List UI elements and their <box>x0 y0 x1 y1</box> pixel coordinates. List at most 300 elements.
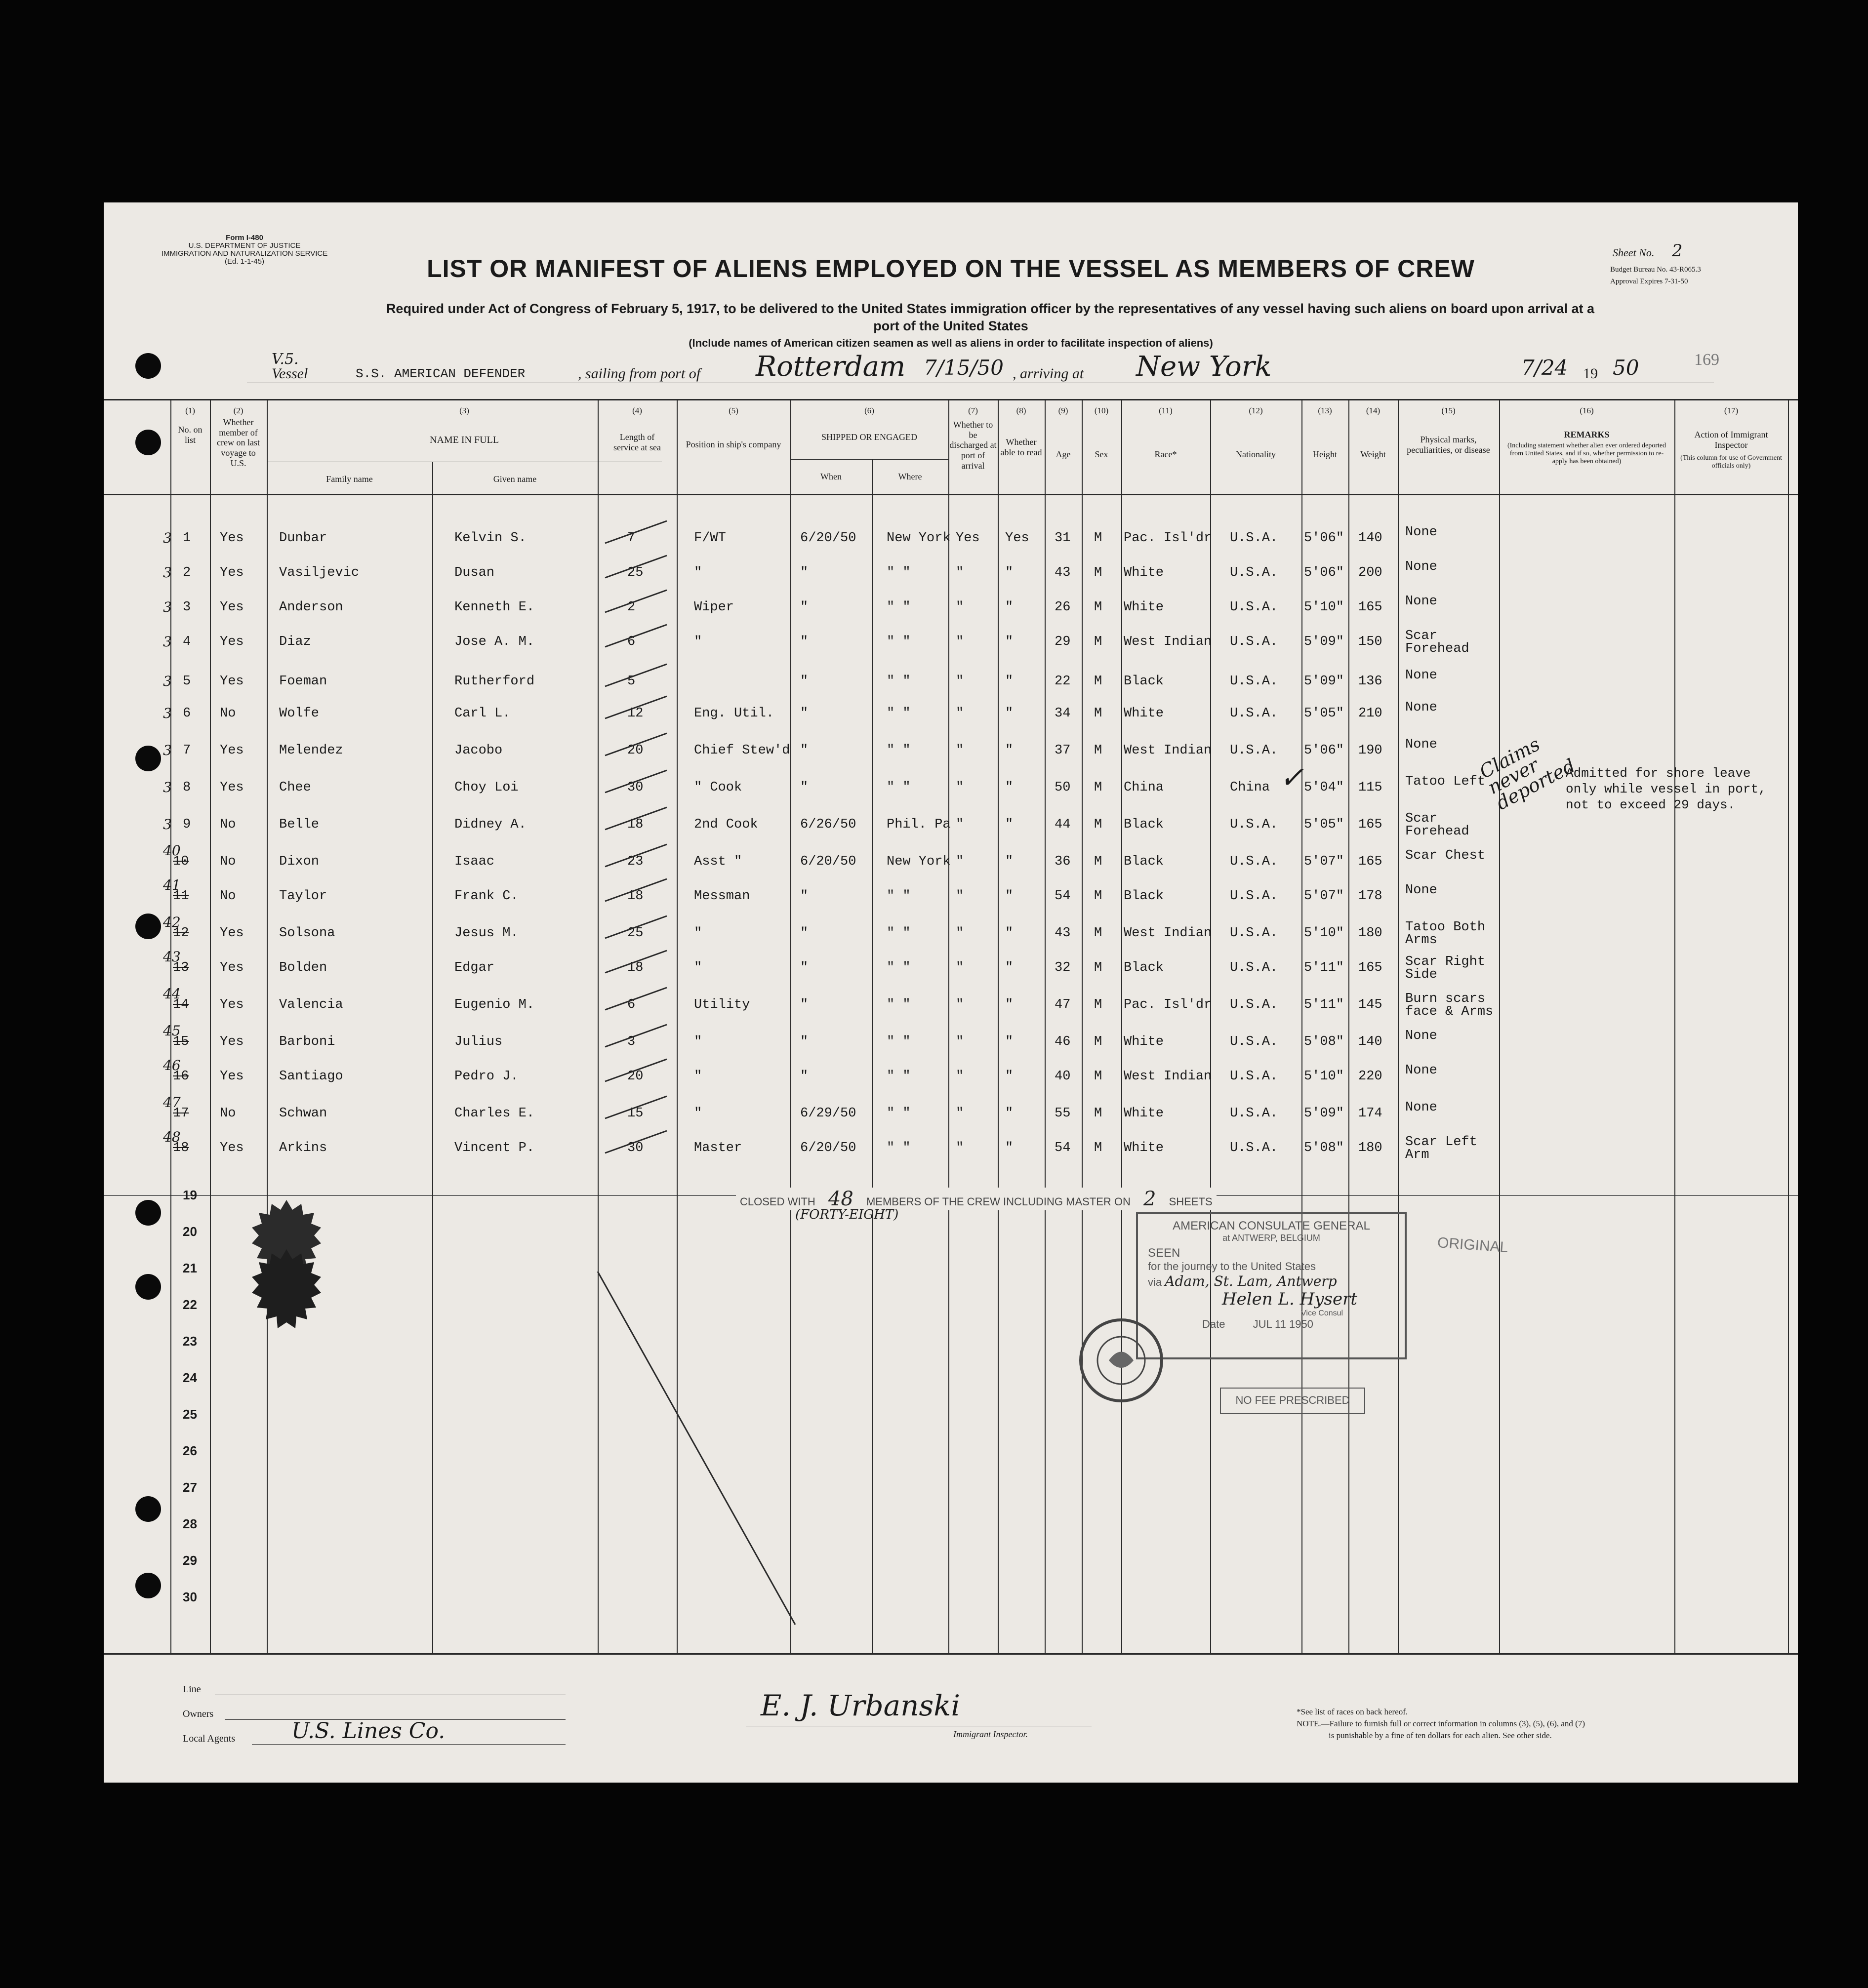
age: 47 <box>1055 997 1071 1012</box>
given-name: Julius <box>454 1034 503 1049</box>
footer-line-label: Line <box>183 1684 201 1695</box>
weight: 140 <box>1358 1034 1382 1049</box>
race: Black <box>1124 854 1164 869</box>
weight: 180 <box>1358 1141 1382 1155</box>
nationality: U.S.A. <box>1230 1106 1278 1121</box>
sex: M <box>1094 600 1102 615</box>
row-number: 2 <box>183 565 191 580</box>
weight: 165 <box>1358 854 1382 869</box>
family-name: Melendez <box>279 743 343 758</box>
hand-row-number: 46 <box>163 1057 181 1074</box>
given-name: Vincent P. <box>454 1141 535 1155</box>
shipped-when: " <box>800 743 809 758</box>
consulate-via-hand: Adam, St. Lam, Antwerp <box>1165 1273 1337 1289</box>
discharged: " <box>956 926 964 941</box>
sex: M <box>1094 635 1102 649</box>
row-number: 4 <box>183 635 191 649</box>
shipped-when: " <box>800 565 809 580</box>
page-number-stamp: 169 <box>1694 351 1719 369</box>
vessel-label: Vessel <box>272 365 308 382</box>
family-name: Santiago <box>279 1069 343 1084</box>
age: 44 <box>1055 817 1071 832</box>
discharged: " <box>956 1069 964 1084</box>
consulate-seen: SEEN <box>1148 1246 1180 1260</box>
crew-last-voyage: No <box>220 817 236 832</box>
able-to-read: " <box>1005 743 1014 758</box>
sailing-label: , sailing from port of <box>578 365 701 382</box>
nationality: U.S.A. <box>1230 997 1278 1012</box>
hand-row-number: 43 <box>163 949 181 965</box>
crew-last-voyage: No <box>220 1106 236 1121</box>
position: " <box>694 1034 702 1049</box>
physical-marks: None <box>1405 525 1437 540</box>
height: 5'05" <box>1304 706 1344 721</box>
col4-num: (4) <box>632 406 642 415</box>
shipped-where: " " <box>887 1034 911 1049</box>
hand-row-number: 42 <box>163 914 181 930</box>
race: Black <box>1124 960 1164 975</box>
closed-with-label: CLOSED WITH <box>740 1195 815 1208</box>
family-name: Belle <box>279 817 320 832</box>
crew-last-voyage: No <box>220 706 236 721</box>
shipped-when: 6/26/50 <box>800 817 856 832</box>
sex: M <box>1094 997 1102 1012</box>
consulate-date-label: Date <box>1202 1318 1225 1330</box>
physical-marks: None <box>1405 1100 1437 1115</box>
nationality: U.S.A. <box>1230 1141 1278 1155</box>
service-length: 18 <box>627 960 644 975</box>
position: " <box>694 1106 702 1121</box>
footer-notes <box>1297 1706 1585 1742</box>
nationality: U.S.A. <box>1230 600 1278 615</box>
local-agents-hand: U.S. Lines Co. <box>291 1718 446 1744</box>
discharged: " <box>956 674 964 689</box>
sailing-port: Rotterdam <box>756 351 906 383</box>
col14-label: Weight <box>1360 449 1386 459</box>
arrival-date: 7/24 <box>1521 356 1568 380</box>
empty-row-number: 19 <box>183 1188 197 1202</box>
col15-label: Physical marks, peculiarities, or disease <box>1407 435 1490 455</box>
position: Chief Stew'd <box>694 743 790 758</box>
service-length: 6 <box>627 635 636 649</box>
members-label: MEMBERS OF THE CREW INCLUDING MASTER ON <box>866 1195 1131 1208</box>
sex: M <box>1094 926 1102 941</box>
weight: 180 <box>1358 926 1382 941</box>
given-name: Edgar <box>454 960 495 975</box>
height: 5'08" <box>1304 1034 1344 1049</box>
age: 22 <box>1055 674 1071 689</box>
arrival-port: New York <box>1136 351 1272 383</box>
physical-marks: None <box>1405 594 1437 609</box>
diagonal-cancel-line <box>598 1272 795 1625</box>
consulate-stamp <box>1136 1212 1407 1359</box>
race: Black <box>1124 674 1164 689</box>
row-number: 13 <box>173 960 189 975</box>
able-to-read: " <box>1005 1141 1014 1155</box>
shipped-where: " " <box>887 960 911 975</box>
sex: M <box>1094 780 1102 795</box>
shipped-where: New York <box>887 854 951 869</box>
service-length: 12 <box>627 706 644 721</box>
col7-num: (7) <box>968 406 978 415</box>
family-name: Dixon <box>279 854 320 869</box>
shipped-when: " <box>800 1034 809 1049</box>
position: Eng. Util. <box>694 706 774 721</box>
row-number: 12 <box>173 926 189 941</box>
physical-marks: Tatoo Both Arms <box>1405 920 1486 948</box>
check-mark-icon: ✓ <box>1279 760 1304 795</box>
manifest-sheet <box>104 202 1798 1783</box>
family-name: Valencia <box>279 997 343 1012</box>
physical-marks: Scar Right Side <box>1405 954 1486 982</box>
subtitle-line-3: (Include names of American citizen seamen as well as aliens in order to facilitate inspection of aliens) <box>689 337 1213 349</box>
nationality: U.S.A. <box>1230 565 1278 580</box>
physical-marks: None <box>1405 1029 1437 1043</box>
height: 5'11" <box>1304 997 1344 1012</box>
crew-last-voyage: Yes <box>220 780 244 795</box>
crew-last-voyage: Yes <box>220 674 244 689</box>
sex: M <box>1094 854 1102 869</box>
shipped-when: " <box>800 706 809 721</box>
hand-row-number: 3 <box>163 530 172 546</box>
nationality: China <box>1230 780 1270 795</box>
sex: M <box>1094 1141 1102 1155</box>
service-length: 25 <box>627 565 644 580</box>
service-length: 18 <box>627 889 644 904</box>
service-length: 18 <box>627 817 644 832</box>
crew-last-voyage: Yes <box>220 926 244 941</box>
col16-label: REMARKS <box>1564 430 1610 439</box>
subtitle-line-2: port of the United States <box>873 318 1028 333</box>
col5-num: (5) <box>729 406 738 415</box>
empty-row-number: 26 <box>183 1443 197 1458</box>
discharged: " <box>956 854 964 869</box>
approval-expiry: Approval Expires 7-31-50 <box>1610 278 1688 285</box>
footer-note-fine-1: NOTE.—Failure to furnish full or correct information in columns (3), (5), (6), and (7) <box>1297 1719 1585 1728</box>
sex: M <box>1094 1034 1102 1049</box>
race: White <box>1124 600 1164 615</box>
empty-row-number: 28 <box>183 1516 197 1531</box>
able-to-read: " <box>1005 854 1014 869</box>
hand-row-number: 3 <box>163 705 172 721</box>
empty-row-number: 22 <box>183 1297 197 1312</box>
hand-row-number: 3 <box>163 634 172 650</box>
col11-label: Race* <box>1154 449 1177 459</box>
service-length: 2 <box>627 600 636 615</box>
position: " <box>694 926 702 941</box>
given-name: Frank C. <box>454 889 519 904</box>
able-to-read: " <box>1005 960 1014 975</box>
given-name: Pedro J. <box>454 1069 519 1084</box>
height: 5'06" <box>1304 531 1344 546</box>
weight: 140 <box>1358 531 1382 546</box>
given-name: Kenneth E. <box>454 600 535 615</box>
able-to-read: " <box>1005 1106 1014 1121</box>
form-number: Form I-480 <box>226 234 263 242</box>
hand-row-number: 45 <box>163 1023 181 1039</box>
given-name: Choy Loi <box>454 780 519 795</box>
hand-row-number: 3 <box>163 779 172 795</box>
crew-last-voyage: Yes <box>220 1141 244 1155</box>
family-name: Vasiljevic <box>279 565 360 580</box>
row-number: 18 <box>173 1141 189 1155</box>
subtitle-line-1: Required under Act of Congress of February 5, 1917, to be delivered to the United States immigration officer by the representatives of any vessel having such aliens on board upon arrival at a <box>386 301 1595 316</box>
shipped-where: " " <box>887 674 911 689</box>
weight: 165 <box>1358 817 1382 832</box>
remarks-shore-leave: Admitted for shore leave only while vessel in port, not to exceed 29 days. <box>1566 766 1766 812</box>
crew-last-voyage: No <box>220 854 236 869</box>
crew-last-voyage: Yes <box>220 1069 244 1084</box>
able-to-read: " <box>1005 1069 1014 1084</box>
age: 43 <box>1055 565 1071 580</box>
race: White <box>1124 706 1164 721</box>
height: 5'06" <box>1304 743 1344 758</box>
shipped-when: " <box>800 926 809 941</box>
position: Wiper <box>694 600 734 615</box>
age: 29 <box>1055 635 1071 649</box>
age: 50 <box>1055 780 1071 795</box>
sex: M <box>1094 817 1102 832</box>
family-name: Chee <box>279 780 311 795</box>
consulate-journey: for the journey to the United States <box>1148 1260 1316 1272</box>
weight: 165 <box>1358 600 1382 615</box>
height: 5'09" <box>1304 674 1344 689</box>
crew-last-voyage: Yes <box>220 635 244 649</box>
shipped-where: " " <box>887 997 911 1012</box>
col17-sublabel: (This column for use of Government officials only) <box>1680 454 1782 470</box>
height: 5'09" <box>1304 635 1344 649</box>
footer-agents-underline <box>252 1744 566 1745</box>
shipped-where: " " <box>887 706 911 721</box>
col3-label: NAME IN FULL <box>430 435 499 445</box>
height: 5'06" <box>1304 565 1344 580</box>
position: " <box>694 1069 702 1084</box>
age: 36 <box>1055 854 1071 869</box>
shipped-where-header: Where <box>898 472 922 481</box>
race: Black <box>1124 889 1164 904</box>
physical-marks: None <box>1405 559 1437 574</box>
crew-last-voyage: Yes <box>220 600 244 615</box>
row-number: 14 <box>173 997 189 1012</box>
weight: 165 <box>1358 960 1382 975</box>
col6-label: SHIPPED OR ENGAGED <box>821 432 917 442</box>
height: 5'05" <box>1304 817 1344 832</box>
empty-row-number: 25 <box>183 1407 197 1422</box>
col5-label: Position in ship's company <box>686 439 781 449</box>
col2-num: (2) <box>233 406 244 415</box>
physical-marks: Scar Left Arm <box>1405 1135 1477 1162</box>
race: White <box>1124 1141 1164 1155</box>
race: Pac. Isl'dr <box>1124 997 1212 1012</box>
col9-num: (9) <box>1058 406 1068 415</box>
family-name: Solsona <box>279 926 335 941</box>
col16-sublabel: (Including statement whether alien ever ordered deported from United States, and if so, whether permission to re-apply has been obtained) <box>1507 442 1666 466</box>
ribbon-seal <box>252 1200 321 1338</box>
position: Asst " <box>694 854 742 869</box>
position: Messman <box>694 889 750 904</box>
able-to-read: " <box>1005 635 1014 649</box>
shipped-when: " <box>800 780 809 795</box>
shipped-where: New York <box>887 531 951 546</box>
able-to-read: " <box>1005 600 1014 615</box>
shipped-where: " " <box>887 635 911 649</box>
crew-last-voyage: Yes <box>220 565 244 580</box>
family-name: Dunbar <box>279 531 327 546</box>
sex: M <box>1094 565 1102 580</box>
physical-marks: Tatoo Left <box>1405 774 1486 789</box>
row-number: 11 <box>173 889 189 904</box>
col8-label: Whether able to read <box>1000 437 1042 457</box>
physical-marks: None <box>1405 1063 1437 1078</box>
form-dept: U.S. DEPARTMENT OF JUSTICE <box>188 241 301 250</box>
race: West Indian <box>1124 635 1212 649</box>
family-name: Wolfe <box>279 706 320 721</box>
shipped-when: 6/20/50 <box>800 531 856 546</box>
empty-row-number: 24 <box>183 1370 197 1385</box>
able-to-read: " <box>1005 565 1014 580</box>
given-name: Dusan <box>454 565 495 580</box>
shipped-where: " " <box>887 1069 911 1084</box>
footer-note-fine-2: is punishable by a fine of ten dollars for each alien. See other side. <box>1329 1731 1552 1740</box>
age: 54 <box>1055 889 1071 904</box>
shipped-when-header: When <box>820 472 842 481</box>
age: 40 <box>1055 1069 1071 1084</box>
col8-num: (8) <box>1016 406 1026 415</box>
col9-label: Age <box>1056 449 1071 459</box>
shipped-where: " " <box>887 1106 911 1121</box>
physical-marks: None <box>1405 700 1437 715</box>
discharged: " <box>956 1106 964 1121</box>
col10-label: Sex <box>1095 449 1108 459</box>
height: 5'10" <box>1304 1069 1344 1084</box>
shipped-where: " " <box>887 565 911 580</box>
col6-num: (6) <box>864 406 874 415</box>
crew-count: 48 <box>828 1188 853 1210</box>
sex: M <box>1094 674 1102 689</box>
age: 34 <box>1055 706 1071 721</box>
arrival-year: 50 <box>1613 356 1639 380</box>
remarks-handwritten: Claims never deported <box>1476 733 1579 814</box>
height: 5'11" <box>1304 960 1344 975</box>
given-name: Isaac <box>454 854 495 869</box>
physical-marks: Scar Forehead <box>1405 629 1469 656</box>
service-length: 5 <box>627 674 636 689</box>
shipped-where: " " <box>887 1141 911 1155</box>
nationality: U.S.A. <box>1230 854 1278 869</box>
shipped-where: " " <box>887 889 911 904</box>
position: Utility <box>694 997 750 1012</box>
nationality: U.S.A. <box>1230 926 1278 941</box>
empty-row-number: 20 <box>183 1224 197 1239</box>
sex: M <box>1094 1069 1102 1084</box>
consulate-via: via <box>1148 1276 1162 1288</box>
able-to-read: Yes <box>1005 531 1029 546</box>
sex: M <box>1094 706 1102 721</box>
position: F/WT <box>694 531 726 546</box>
shipped-when: 6/20/50 <box>800 1141 856 1155</box>
position: 2nd Cook <box>694 817 758 832</box>
family-name: Barboni <box>279 1034 335 1049</box>
able-to-read: " <box>1005 926 1014 941</box>
given-name: Rutherford <box>454 674 535 689</box>
inspector-label: Immigrant Inspector. <box>953 1729 1028 1739</box>
nationality: U.S.A. <box>1230 1034 1278 1049</box>
sex: M <box>1094 1106 1102 1121</box>
position: " Cook <box>694 780 742 795</box>
hand-row-number: 41 <box>163 877 181 893</box>
nationality: U.S.A. <box>1230 706 1278 721</box>
shipped-when: " <box>800 600 809 615</box>
position: Master <box>694 1141 742 1155</box>
weight: 200 <box>1358 565 1382 580</box>
given-name: Didney A. <box>454 817 527 832</box>
height: 5'10" <box>1304 926 1344 941</box>
height: 5'08" <box>1304 1141 1344 1155</box>
inspector-signature: E. J. Urbanski <box>761 1689 960 1722</box>
able-to-read: " <box>1005 817 1014 832</box>
able-to-read: " <box>1005 706 1014 721</box>
consulate-seal <box>1077 1316 1166 1405</box>
service-length: 20 <box>627 743 644 758</box>
age: 43 <box>1055 926 1071 941</box>
race: White <box>1124 565 1164 580</box>
able-to-read: " <box>1005 674 1014 689</box>
discharged: " <box>956 960 964 975</box>
page-title: LIST OR MANIFEST OF ALIENS EMPLOYED ON THE VESSEL AS MEMBERS OF CREW <box>427 255 1475 282</box>
col2-label: Whether member of crew on last voyage to U.S. <box>217 417 260 468</box>
empty-row-number: 21 <box>183 1261 197 1275</box>
nationality: U.S.A. <box>1230 743 1278 758</box>
form-edition: (Ed. 1-1-45) <box>224 257 265 266</box>
vessel-name: S.S. AMERICAN DEFENDER <box>356 366 526 381</box>
weight: 178 <box>1358 889 1382 904</box>
hand-row-number: 48 <box>163 1129 181 1145</box>
given-name-header: Given name <box>493 474 537 484</box>
physical-marks: Burn scars face & Arms <box>1405 992 1494 1019</box>
family-name: Foeman <box>279 674 327 689</box>
physical-marks: None <box>1405 737 1437 752</box>
family-name-header: Family name <box>326 474 373 484</box>
row-number: 16 <box>173 1069 189 1084</box>
shipped-when: " <box>800 889 809 904</box>
race: Black <box>1124 817 1164 832</box>
shipped-when: 6/20/50 <box>800 854 856 869</box>
physical-marks: None <box>1405 883 1437 898</box>
age: 26 <box>1055 600 1071 615</box>
col10-num: (10) <box>1094 406 1109 415</box>
family-name: Diaz <box>279 635 311 649</box>
family-name: Taylor <box>279 889 327 904</box>
height: 5'04" <box>1304 780 1344 795</box>
service-length: 20 <box>627 1069 644 1084</box>
col4-label: Length of service at sea <box>613 432 661 452</box>
sex: M <box>1094 743 1102 758</box>
row-number: 1 <box>183 531 191 546</box>
hand-row-number: 44 <box>163 986 181 1002</box>
vessel-prefix-hand: V.5. <box>272 351 299 368</box>
discharged: " <box>956 997 964 1012</box>
physical-marks: Scar Forehead <box>1405 811 1469 839</box>
discharged: " <box>956 635 964 649</box>
consulate-vice: Vice Consul <box>1301 1309 1343 1317</box>
race: West Indian <box>1124 743 1212 758</box>
hand-row-number: 3 <box>163 816 172 833</box>
service-length: 30 <box>627 1141 644 1155</box>
hand-row-number: 3 <box>163 742 172 758</box>
discharged: " <box>956 889 964 904</box>
col7-label: Whether to be discharged at port of arrival <box>949 420 997 471</box>
discharged: " <box>956 780 964 795</box>
